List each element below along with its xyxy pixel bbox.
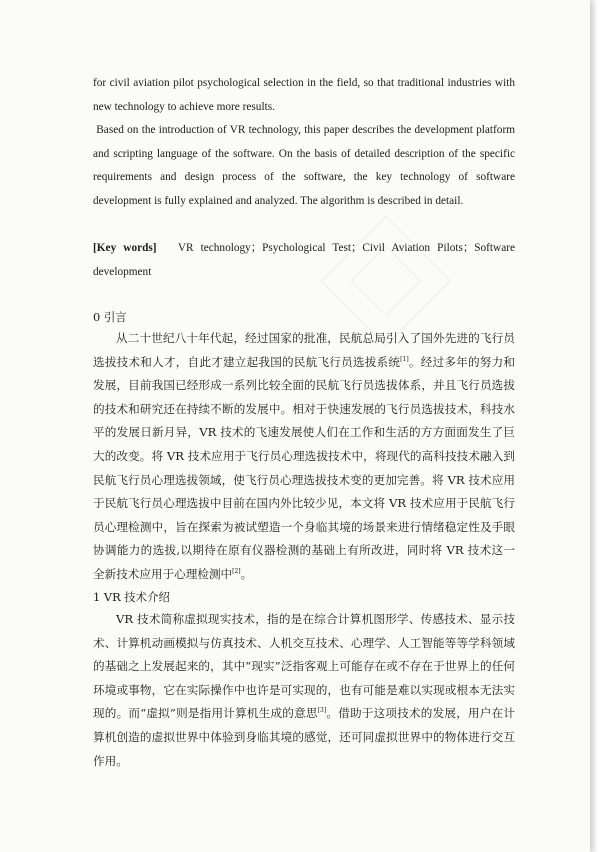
keywords-label: [Key words]: [93, 242, 157, 254]
vr-intro-text-part1: VR 技术简称虚拟现实技术，指的是在综合计算机图形学、传感技术、显示技术、计算机动画模拟与仿真技术、人机交互技术、心理学、人工智能等等学科领域的基础之上发展起来的，其中“现实”泛指客观上可能存在或不存在于世界上的任何环境或事物，它在实际操作中也许是可实现的，也有可能是难以实现或根本无法实现的。而“虚拟”则是指用计算机生成的意思: [93, 612, 515, 721]
keywords-line: [93, 237, 515, 284]
introduction-text-part1: 从二十世纪八十年代起，经过国家的批准，民航总局引入了国外先进的飞行员选拔技术和人才，自此才建立起我国的民航飞行员选拔系统: [93, 331, 515, 369]
section-heading-introduction: 0 引言: [93, 310, 127, 324]
abstract-paragraph-text: Based on the introduction of VR technology, this paper describes the development platform and scripting language of the software. On the basis of detailed description of the specific requirements and design process of the software, the key technology of software development is fully explained and analyzed. The algorithm is described in detail.: [93, 124, 515, 207]
citation-ref: [2]: [232, 567, 241, 575]
abstract-paragraph: [93, 119, 515, 213]
vr-intro-text-part2: 。借助于这项技术的发展，用户在计算机创造的虚拟世界中体验到身临其境的感觉，还可同虚拟世界中的物体进行交互作用。: [93, 706, 515, 768]
vr-intro-paragraph: [93, 608, 515, 773]
introduction-text-part3: 。: [240, 566, 253, 581]
introduction-text-part2: 。经过多年的努力和发展，目前我国已经形成一系列比较全面的民航飞行员选拔体系，并且飞行员选拔的技术和研究还在持续不断的发展中。相对于快速发展的飞行员选拔技术，科技水平的发展日新月异，VR 技术的飞速发展使人们在工作和生活的方方面面发生了巨大的改变。将 VR 技术应用于飞行员心理选拔技术中，将现代的高科技技术融入到民航飞行员心理选拔领域，使飞行员心理选拔技术变的更加完善。将 VR 技术应用于民航飞行员心理选拔中目前在国内外比较少见，本文将 VR 技术应用于民航飞行员心理检测中，旨在探索为被试塑造一个身临其境的场景来进行情绪稳定性及手眼协调能力的选拔,以期待在原有仪器检测的基础上有所改进，同时将 VR 技术这一全新技术应用于心理检测中: [93, 354, 515, 581]
citation-ref: [3]: [317, 707, 327, 715]
introduction-paragraph: [93, 327, 515, 587]
keywords-text: VR technology；Psychological Test；Civil Aviation Pilots；Software development: [93, 242, 515, 278]
citation-ref: [1]: [400, 355, 409, 363]
section-heading-vr-intro: 1 VR 技术介绍: [93, 590, 170, 604]
abstract-paragraph-continued: for civil aviation pilot psychological selection in the field, so that traditional industries with new technology to achieve more results.: [93, 77, 515, 113]
